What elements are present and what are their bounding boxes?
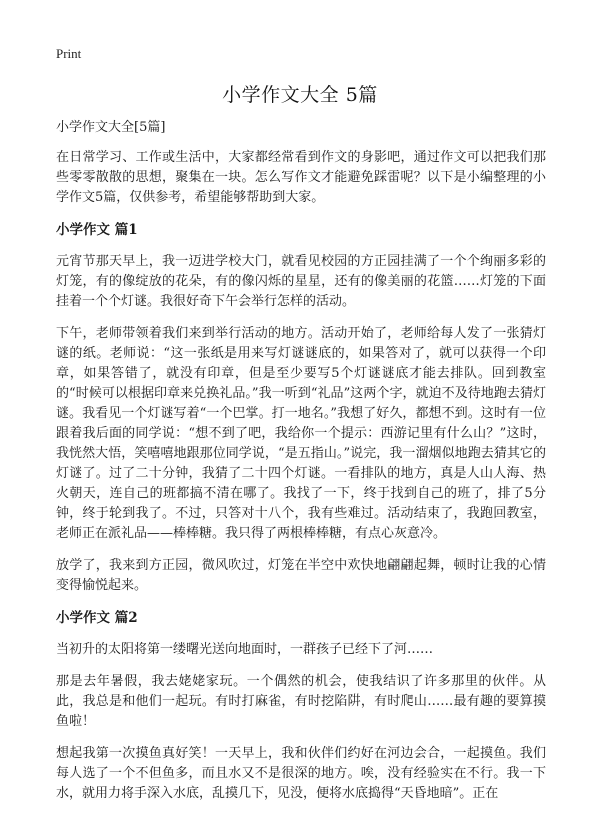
- section-1-paragraph-3: 放学了，我来到方正园，微风吹过，灯笼在半空中欢快地翩翩起舞，顿时让我的心情变得愉悦起来。: [56, 558, 546, 593]
- section-1-paragraph-2: 下午，老师带领着我们来到举行活动的地方。活动开始了，老师给每人发了一张猜灯谜的纸。老师说：“这一张纸是用来写灯谜谜底的，如果答对了，就可以获得一个印章，如果答错了，就没有印章，但是至少要写5个灯谜谜底才能去排队。回到教室的“时候可以根据印章来兑换礼品。”我一听到“礼品”这两个字，就迫不及待地跑去猜灯谜。我看见一个灯谜写着“一个巴掌。打一地名。”我想了好久，都想不到。这时有一位跟着我后面的同学说：“想不到了吧，我给你一个提示：西游记里有什么山？”这时，我恍然大悟，笑嘻嘻地跟那位同学说，“是五指山。”说完，我一溜烟似地跑去猜其它的灯谜了。过了二十分钟，我猜了二十四个灯谜。一看排队的地方，真是人山人海、热火朝天，连自己的班都搞不清在哪了。我找了一下，终于找到自己的班了，排了5分钟，终于轮到我了。不过，只答对十八个，我有些难过。活动结束了，我跑回教室，老师正在派礼品——棒棒糖。我只得了两根棒棒糖，有点心灰意冷。: [56, 326, 546, 541]
- page-title: 小学作文大全 5篇: [222, 84, 378, 106]
- section-2-paragraph-3: 想起我第一次摸鱼真好笑！一天早上，我和伙伴们约好在河边会合，一起摸鱼。我们每人选了一个不但鱼多，而且水又不是很深的地方。唉，没有经验实在不行。我一下水，就用力将手深入水底，乱摸几下，见没，便将水底捣得“天昏地暗”。正在: [56, 746, 546, 801]
- intro-paragraph: 在日常学习、工作或生活中，大家都经常看到作文的身影吧，通过作文可以把我们那些零零散散的思想，聚集在一块。怎么写作文才能避免踩雷呢？以下是小编整理的小学作文5篇，仅供参考，希望能够帮助到大家。: [56, 150, 546, 205]
- section-heading-2: 小学作文 篇2: [56, 610, 138, 626]
- section-2-paragraph-1: 当初升的太阳将第一缕曙光送向地面时，一群孩子已经下了河……: [56, 642, 434, 657]
- section-heading-1: 小学作文 篇1: [56, 222, 138, 238]
- document-subtitle: 小学作文大全[5篇]: [56, 120, 166, 135]
- document-body: [56, 118, 546, 816]
- print-label[interactable]: Print: [56, 46, 82, 61]
- section-2-paragraph-2: 那是去年暑假，我去姥姥家玩。一个偶然的机会，使我结识了许多那里的伙伴。从此，我总是和他们一起玩。有时打麻雀，有时挖陷阱，有时爬山……最有趣的要算摸鱼啦！: [56, 674, 546, 729]
- section-1-paragraph-1: 元宵节那天早上，我一迈进学校大门，就看见校园的方正园挂满了一个个绚丽多彩的灯笼，有的像绽放的花朵，有的像闪烁的星星，还有的像美丽的花篮……灯笼的下面挂着一个个灯谜。我很好奇下午会举行怎样的活动。: [56, 254, 546, 309]
